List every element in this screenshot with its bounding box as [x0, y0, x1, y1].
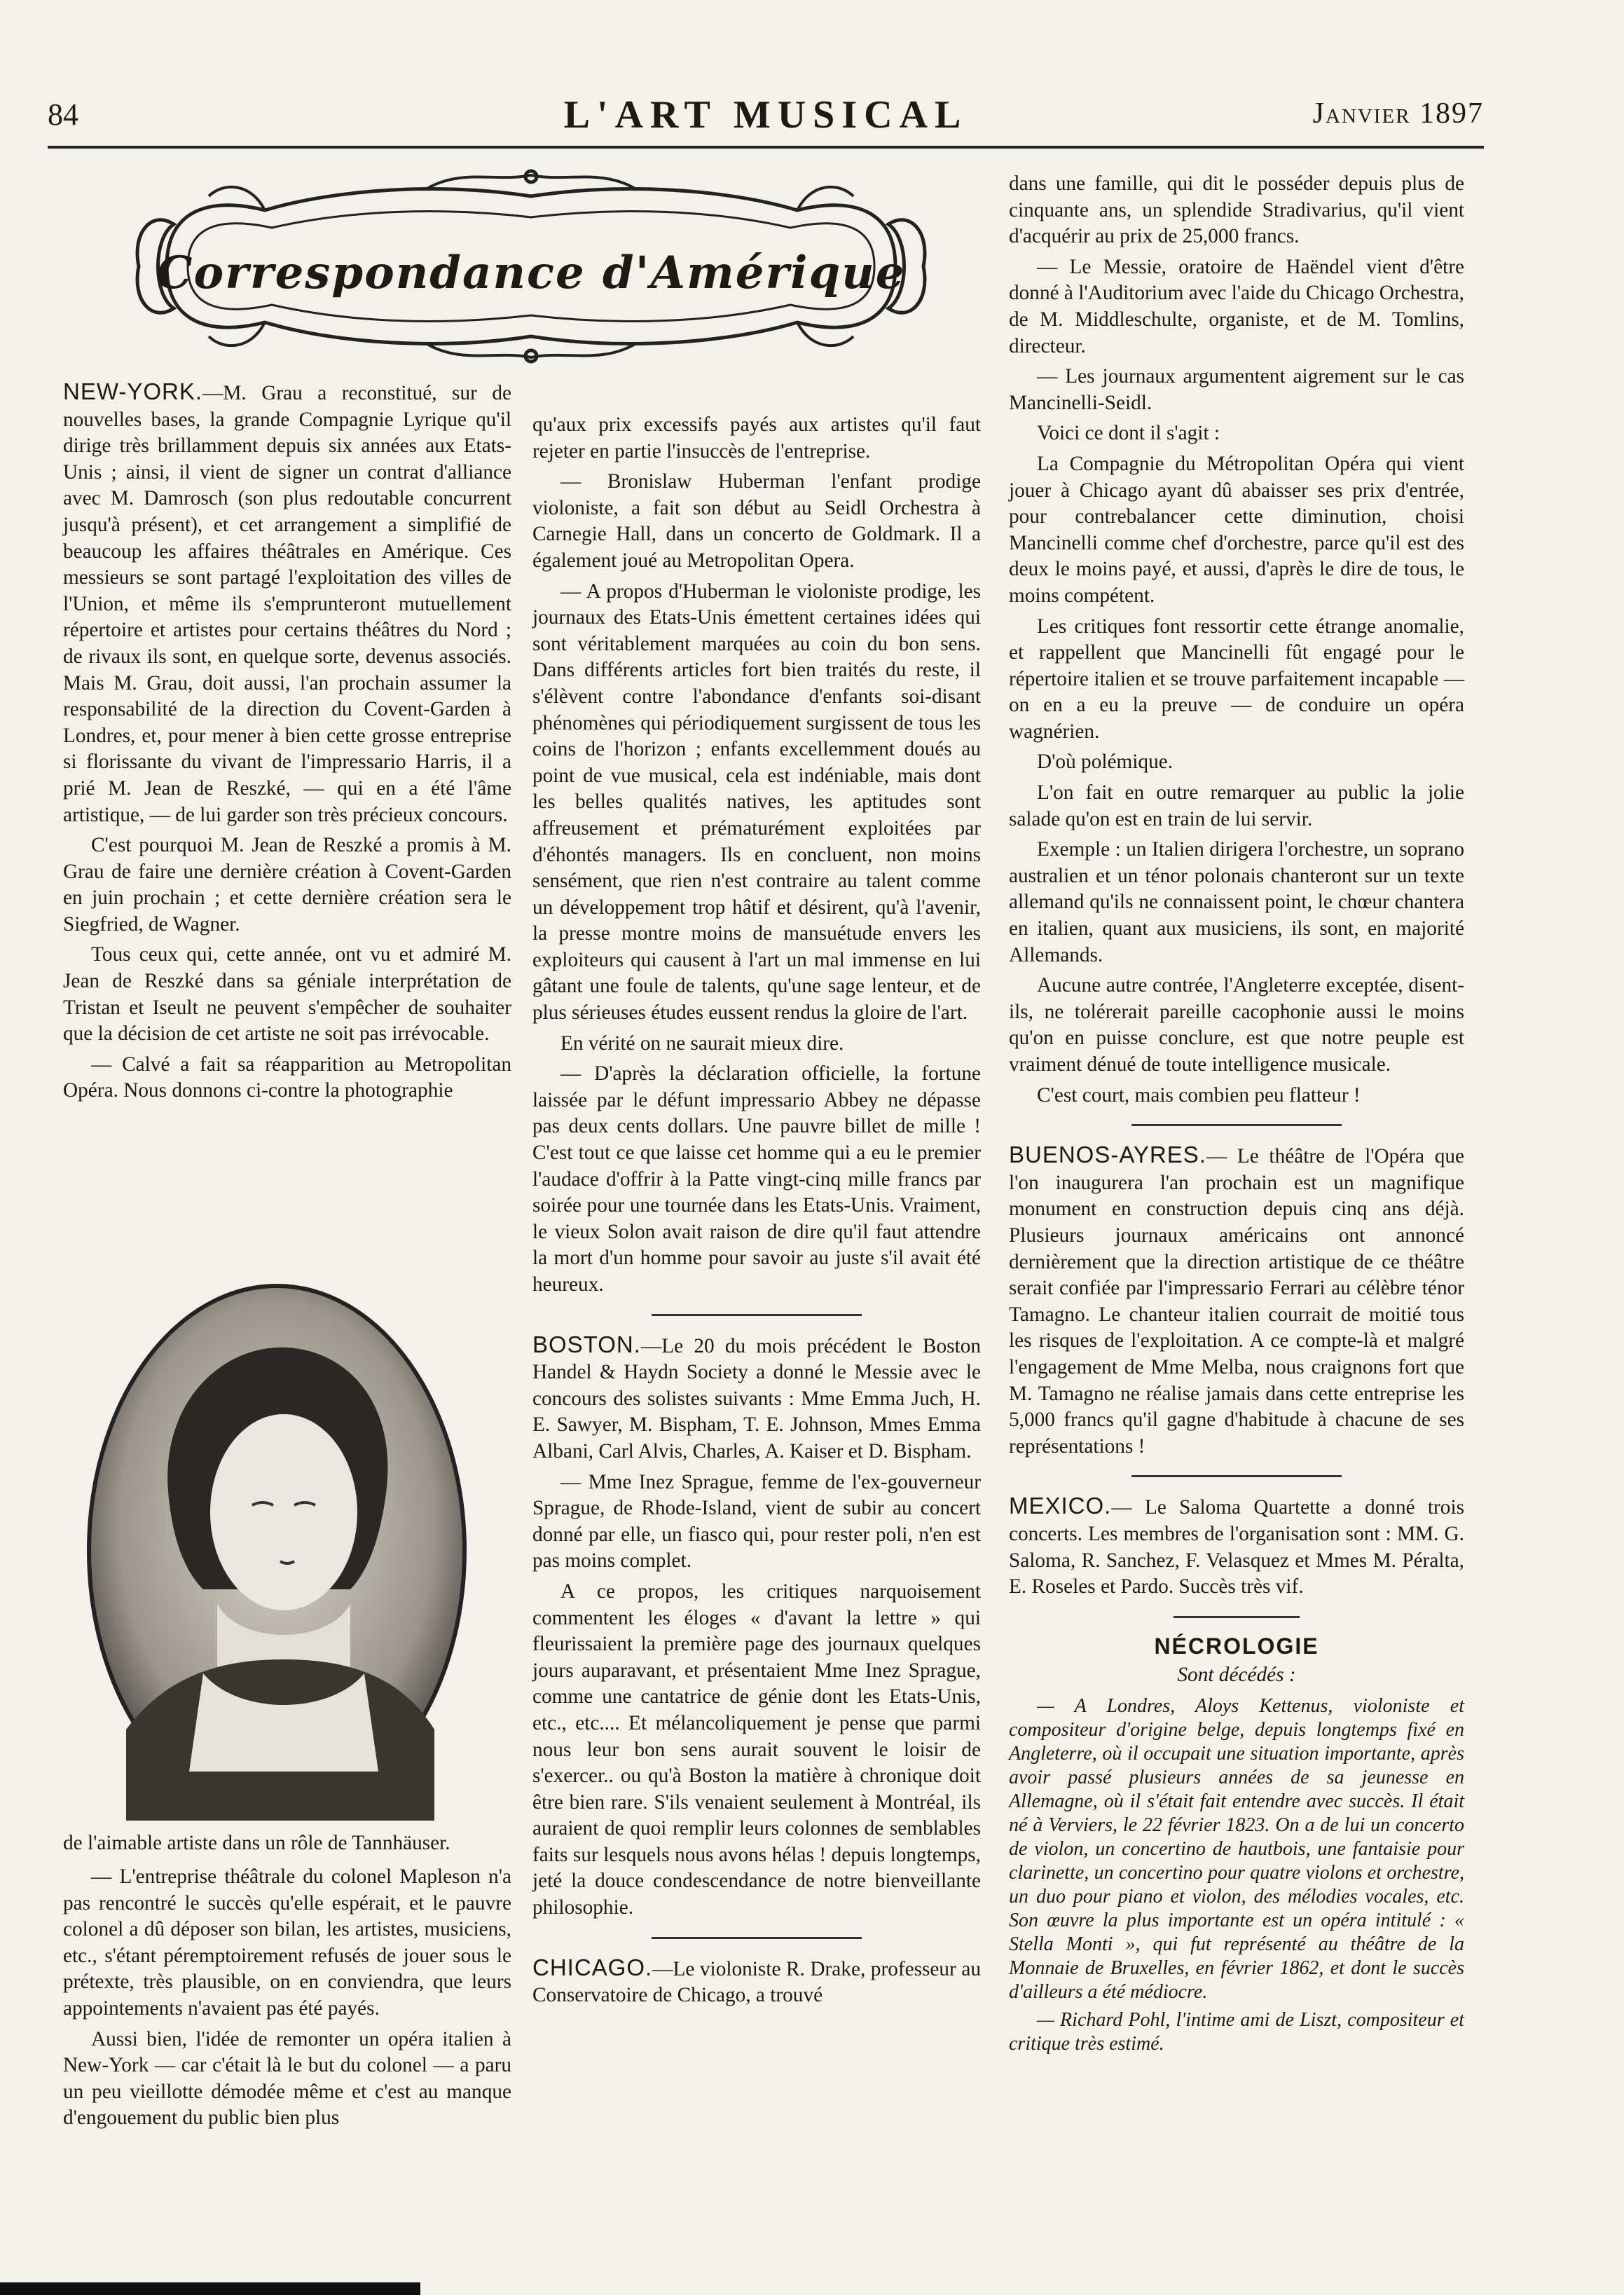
paragraph: dans une famille, qui dit le posséder depuis plus de cinquante ans, un splendide Stradivarius, qu'il vient d'acquérir au prix de 25,000 francs. — [1009, 172, 1464, 248]
paragraph-text: — Le théâtre de l'Opéra que l'on inaugurera l'an prochain est un magnifique monument en construction depuis cinq ans déjà. Plusieurs journaux américains ont annoncé dernièrement que la direction artistique de ce théâtre serait confiée par l'impressario Ferrari au célèbre ténor Tamagno. Le chanteur italien courrait de moitié tous les risques de l'exploitation. A ce compte-là et malgré l'engagement de Mme Melba, nous craignons fort que M. Tamagno ne réalise jamais dans cette entreprise les 5,000 francs qu'il gagne d'habitude à chacune de ses représentations ! — [1009, 1145, 1464, 1458]
paragraph: — A propos d'Huberman le violoniste prodige, les journaux des Etats-Unis émettent certaines idées qui sont véritablement marquées au coin du bon sens. Dans différents articles fort bien traités du reste, il s'élèvent contre l'abondance d'enfants soi-disant phénomènes qui périodiquement surgissent de tous les coins de l'horizon ; enfants excellemment doués au point de vue musical, cela est indéniable, mais dont les belles qualités natives, les aptitudes sont affreusement et prématurément exploitées par d'éhontés managers. Ils en concluent, non moins sensément, que rien n'est contraire au talent comme un développement trop hâtif et désirent, qu'à l'avenir, la presse montre moins de mansuétude envers les exploiteurs qui causent à l'art un mal immense en lui gâtant une foule de talents, qu'une sage lenteur, et de plus sérieuses études eussent rendus la gloire de l'art. — [532, 580, 981, 1025]
section-divider — [652, 1937, 862, 1939]
paragraph-text: —Le 20 du mois précédent le Boston Handel & Haydn Society a donné le Messie avec le concours des solistes suivants : Mme Emma Juch, H. E. Sawyer, M. Bispham, T. E. Johnson, Mmes Emma Albani, Carl Alvis, Charles, A. Kaiser et D. Bispham. — [532, 1334, 981, 1462]
paragraph-text: — Le Saloma Quartette a donné trois concerts. Les membres de l'organisation sont : MM. G. Saloma, R. Sanchez, F. Velasquez et Mmes M. Péralta, E. Roseles et Pardo. Succès très vif. — [1009, 1496, 1464, 1598]
paragraph — [532, 1954, 981, 2009]
paragraph — [1009, 1142, 1464, 1460]
location-heading: BOSTON. — [532, 1331, 641, 1357]
paragraph: A ce propos, les critiques narquoisement commentent les éloges « d'avant la lettre » qui fleurissaient la première page des journaux quelques jours auparavant, et présentaient Mme Inez Sprague, comme une cantatrice de génie dont les Etats-Unis, etc., etc.... Et mélancoliquement je pense que parmi nous leur bon sens aurait souvent le loisir de s'exercer.. ou qu'à Boston la matière à chronique doit être bien rare. S'ils venaient seulement à Montréal, ils auraient de quoi remplir leurs colonnes de semblables faits sur lesquels nous avons hélas ! depuis longtemps, jeté la douce condescendance de notre bienveillante philosophie. — [532, 1580, 981, 1919]
paragraph: La Compagnie du Métropolitan Opéra qui vient jouer à Chicago ayant dû abaisser ses prix d'entrée, pour contrebalancer cette diminution, choisi Mancinelli comme chef d'orchestre, parce qu'il est des deux le moins payé, et aussi, d'après le dire de tous, le moins compétent. — [1009, 452, 1464, 607]
paragraph: L'on fait en outre remarquer au public la jolie salade qu'on est en train de lui servir. — [1009, 781, 1464, 830]
paragraph: D'où polémique. — [1037, 751, 1174, 774]
section-title-cartouche — [125, 168, 937, 364]
necrology-heading: NÉCROLOGIE — [1154, 1633, 1319, 1659]
section-divider — [1131, 1124, 1342, 1126]
paragraph: — Calvé a fait sa réapparition au Metropolitan Opéra. Nous donnons ci-contre la photographie — [63, 1053, 511, 1102]
paragraph — [532, 1331, 981, 1465]
paragraph: qu'aux prix excessifs payés aux artistes qu'il faut rejeter en partie l'insuccès de l'entreprise. — [532, 413, 981, 463]
journal-title: L'ART MUSICAL — [563, 93, 968, 137]
location-heading: MEXICO. — [1009, 1493, 1112, 1519]
column-1 — [63, 378, 511, 1109]
paragraph: — L'entreprise théâtrale du colonel Mapleson n'a pas rencontré le succès qu'elle espérait, et le pauvre colonel a dû déposer son bilan, les artistes, musiciens, etc., s'étant péremptoirement refusés de jouer sous le prétexte, très plausible, on en conviendra, que leurs appointements n'avaient pas été payés. — [63, 1865, 511, 2020]
paragraph: C'est pourquoi M. Jean de Reszké a promis à M. Grau de faire une dernière création à Covent-Garden en juin prochain ; et cette dernière création sera le Siegfried, de Wagner. — [63, 834, 511, 936]
paragraph-text: —Le violoniste R. Drake, professeur au Conservatoire de Chicago, a trouvé — [532, 1957, 981, 2007]
page-number: 84 — [48, 97, 78, 132]
paragraph — [1009, 1493, 1464, 1600]
column-1-continued — [63, 1864, 511, 2136]
location-heading: CHICAGO. — [532, 1954, 653, 1980]
paragraph: En vérité on ne saurait mieux dire. — [560, 1032, 844, 1055]
location-heading: NEW-YORK. — [63, 378, 203, 404]
necrology-entry: — Richard Pohl, l'intime ami de Liszt, compositeur et critique très estimé. — [1009, 2008, 1464, 2055]
paragraph-text: —M. Grau a reconstitué, sur de nouvelles bases, la grande Compagnie Lyrique qu'il dirige très brillamment depuis six années aux Etats-Unis ; ainsi, il vient de signer un contrat d'alliance avec M. Damrosch (son plus redoutable concurrent jusqu'à présent), et cet arrangement a simplifié de beaucoup les affaires théâtrales en Amérique. Ces messieurs se sont partagé l'exploitation des villes de l'Union, et même ils s'emprunteront mutuellement répertoire et artistes pour certains théâtres du Nord ; de rivaux ils sont, en quelque sorte, devenus associés. Mais M. Grau, doit aussi, l'an prochain assumer la responsabilité de la direction du Covent-Garden à Londres, et, pour mener à bien cette grosse entreprise si florissante du vivant de l'impressario Harris, il a prié M. Jean de Reszké, — qui en a été l'âme artistique, — de lui garder son très précieux concours. — [63, 382, 511, 826]
paragraph: C'est court, mais combien peu flatteur ! — [1037, 1083, 1361, 1107]
necrology-entries — [1009, 1694, 1464, 2056]
paragraph: — Mme Inez Sprague, femme de l'ex-gouverneur Sprague, de Rhode-Island, vient de subir au concert donné par elle, un fiasco qui, pour rester poli, n'en est pas moins complet. — [532, 1470, 981, 1573]
paragraph: Les critiques font ressortir cette étrange anomalie, et rappellent que Mancinelli fût engagé pour le répertoire italien et se trouve parfaitement incapable — on en a eu la preuve — de conduire un opéra wagnérien. — [1009, 615, 1464, 743]
location-heading: BUENOS-AYRES. — [1009, 1142, 1206, 1168]
paragraph: — Les journaux argumentent aigrement sur le cas Mancinelli-Seidl. — [1009, 365, 1464, 414]
column-3 — [1009, 171, 1464, 2060]
column-2 — [532, 412, 981, 2013]
paragraph: Tous ceux qui, cette année, ont vu et admiré M. Jean de Reszké dans sa géniale interprétation de Tristan et Iseult ne peuvent s'empêcher de souhaiter que la décision de cet artiste ne soit pas irrévocable. — [63, 943, 511, 1046]
section-title: Correspondance d'Amérique — [156, 247, 906, 299]
section-divider — [652, 1314, 862, 1316]
issue-date: Janvier 1897 — [1312, 97, 1484, 130]
ornament-divider — [1174, 1616, 1300, 1618]
paragraph: Exemple : un Italien dirigera l'orchestre, un soprano australien et un ténor polonais chanteront sur un texte allemand qu'ils ne connaissent point, le chœur chantera en italien, quant aux musiciens, ils sont, en majorité Allemands. — [1009, 838, 1464, 966]
paragraph — [63, 378, 511, 828]
footer-bar — [0, 2282, 420, 2295]
paragraph: Voici ce dont il s'agit : — [1037, 422, 1220, 445]
portrait-engraving — [84, 1281, 469, 1821]
necrology-subheading: Sont décédés : — [1177, 1664, 1296, 1687]
necrology-entry: — A Londres, Aloys Kettenus, violoniste et compositeur d'origine belge, depuis longtemps fixé en Angleterre, où il occupait une situation importante, après avoir passé plusieurs années de sa jeunesse en Allemagne, où il s'était fait entendre avec succès. Il était né à Verviers, le 22 février 1823. On a de lui un concerto de violon, un concertino de hautbois, une fantaisie pour clarinette, un concertino pour quatre violons et orchestre, un duo pour piano et violon, des mélodies vocales, etc. Son œuvre la plus importante est un opéra intitulé : « Stella Monti », qui fut représenté au théâtre de la Monnaie de Bruxelles, en février 1862, et dont le succès d'ailleurs a été médiocre. — [1009, 1694, 1464, 2003]
section-divider — [1131, 1475, 1342, 1477]
portrait-icon — [84, 1281, 469, 1821]
page-header — [48, 93, 1484, 146]
portrait-caption: de l'aimable artiste dans un rôle de Tannhäuser. — [63, 1832, 450, 1854]
paragraph: Aucune autre contrée, l'Angleterre exceptée, disent-ils, ne tolérerait pareille cacophonie aussi le moins qu'on en puisse conclure, est que notre peuple est vraiment dénué de toute intelligence musicale. — [1009, 974, 1464, 1076]
paragraph: — Bronislaw Huberman l'enfant prodige violoniste, a fait son début au Seidl Orchestra à Carnegie Hall, dans un concerto de Goldmark. Il a également joué au Metropolitan Opera. — [532, 470, 981, 572]
paragraph: — Le Messie, oratoire de Haëndel vient d'être donné à l'Auditorium avec l'aide du Chicago Orchestra, de M. Middleschulte, organiste, et de M. Tomlins, directeur. — [1009, 255, 1464, 357]
paragraph: Aussi bien, l'idée de remonter un opéra italien à New-York — car c'était là le but du colonel — a paru un peu vieillotte démodée même et c'est au manque d'engouement du public bien plus — [63, 2027, 511, 2130]
header-rule — [48, 146, 1484, 149]
paragraph: — D'après la déclaration officielle, la fortune laissée par le défunt impressario Abbey ne dépasse pas deux cents dollars. Une pauvre billet de mille ! C'est tout ce que laisse cet homme qui a eu le premier l'audace d'offrir à la Patte vingt-cinq mille francs par soirée pour une tournée dans les Etats-Unis. Vraiment, le vieux Solon avait raison de dire qu'il faut attendre la mort d'un homme pour savoir au juste s'il avait été heureux. — [532, 1062, 981, 1296]
